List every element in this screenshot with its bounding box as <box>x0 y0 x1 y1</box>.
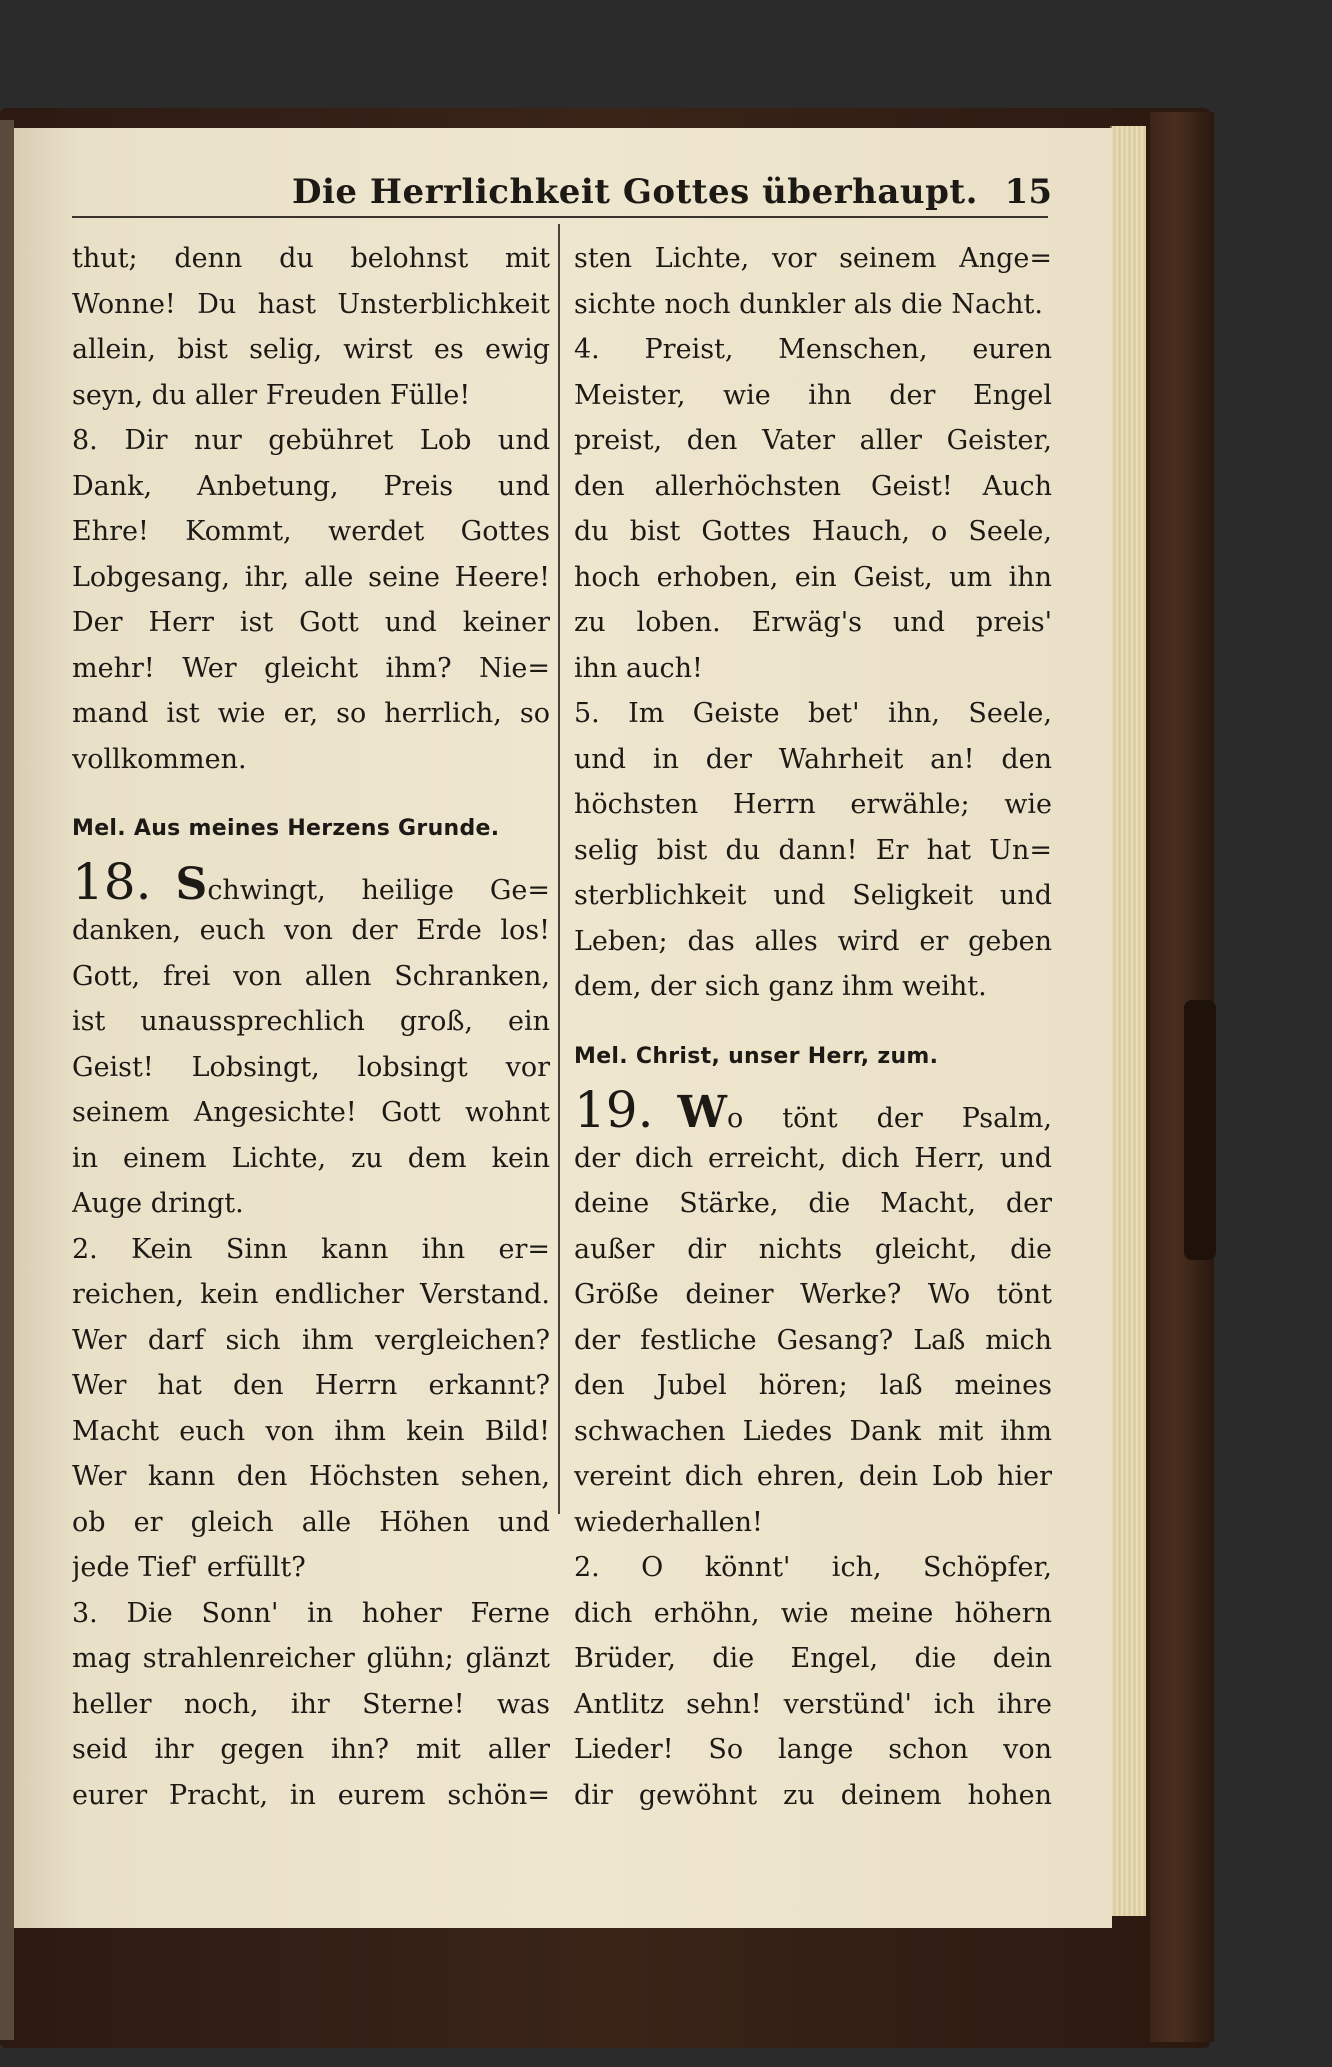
left-hymn-line: Macht euch von ihm kein Bild! <box>72 1415 550 1447</box>
left-hymn-line: 3. Die Sonn' in hoher Ferne <box>72 1597 550 1629</box>
right-hymn-line: Brüder, die Engel, die dein <box>574 1643 1052 1674</box>
right-hymn-line: Lieder! So lange schon von <box>574 1734 1052 1765</box>
right-line: 5. Im Geiste bet' ihn, Seele, <box>574 698 1052 729</box>
right-hymn-line: dir gewöhnt zu deinem hohen <box>574 1779 1052 1811</box>
left-hymn-line: Geist! Lobsingt, lobsingt vor <box>72 1051 550 1083</box>
right-hymn-dropcap: W <box>677 1086 727 1136</box>
left-line: Lobgesang, ihr, alle seine Heere! <box>72 561 550 593</box>
left-hymn-line: danken, euch von der Erde los! <box>72 915 550 946</box>
right-line: den allerhöchsten Geist! Auch <box>574 470 1052 502</box>
right-hymn-line: Größe deiner Werke? Wo tönt <box>574 1279 1052 1310</box>
right-line: preist, den Vater aller Geister, <box>574 425 1052 456</box>
left-line: allein, bist selig, wirst es ewig <box>72 334 550 365</box>
left-line: 8. Dir nur gebühret Lob und <box>72 425 550 456</box>
left-hymn-line: 2. Kein Sinn kann ihn er= <box>72 1233 550 1265</box>
left-hymn-line: ist unaussprechlich groß, ein <box>72 1006 550 1037</box>
left-column <box>72 236 550 1818</box>
book-page <box>14 128 1112 1928</box>
running-title: Die Herrlichkeit Gottes überhaupt. <box>292 172 978 212</box>
left-line: thut; denn du belohnst mit <box>72 243 550 274</box>
right-column <box>574 236 1052 1818</box>
right-hymn-line: den Jubel hören; laß meines <box>574 1370 1052 1401</box>
right-hymn-line: deine Stärke, die Macht, der <box>574 1188 1052 1219</box>
left-hymn-line: Wer kann den Höchsten sehen, <box>72 1461 550 1492</box>
left-hymn-line: eurer Pracht, in eurem schön= <box>72 1779 550 1811</box>
right-hymn-line: der festliche Gesang? Laß mich <box>574 1324 1052 1356</box>
right-line: sichte noch dunkler als die Nacht. <box>574 288 1043 320</box>
column-divider <box>558 224 560 1514</box>
right-line: höchsten Herrn erwähle; wie <box>574 789 1052 820</box>
right-line: du bist Gottes Hauch, o Seele, <box>574 516 1052 547</box>
right-hymn-line: Antlitz sehn! verstünd' ich ihre <box>574 1688 1052 1720</box>
right-hymn-number: 19. <box>574 1080 654 1136</box>
right-line: Leben; das alles wird er geben <box>574 925 1052 957</box>
right-line: ihn auch! <box>574 652 703 684</box>
left-line: Wonne! Du hast Unsterblichkeit <box>72 288 550 320</box>
left-melody-line: Mel. Aus meines Herzens Grunde. <box>72 816 500 841</box>
right-line: dem, der sich ganz ihm weiht. <box>574 971 987 1002</box>
left-hymn-first-text: chwingt, heilige Ge= <box>207 875 550 906</box>
page-edges <box>1110 126 1146 1916</box>
left-hymn-first-line <box>72 852 550 908</box>
right-melody-line: Mel. Christ, unser Herr, zum. <box>574 1043 939 1069</box>
page-number: 15 <box>1004 172 1052 212</box>
right-hymn-line: schwachen Liedes Dank mit ihm <box>574 1415 1052 1447</box>
right-hymn-first-text: o tönt der Psalm, <box>726 1102 1052 1134</box>
right-line: selig bist du dann! Er hat Un= <box>574 834 1052 866</box>
left-hymn-line: in einem Lichte, zu dem kein <box>72 1142 550 1174</box>
left-hymn-dropcap: S <box>175 859 208 908</box>
right-line: sten Lichte, vor seinem Ange= <box>574 243 1052 274</box>
left-hymn-line: seid ihr gegen ihn? mit aller <box>72 1734 550 1765</box>
left-line: Dank, Anbetung, Preis und <box>72 470 550 502</box>
right-hymn-line: dich erhöhn, wie meine höhern <box>574 1597 1052 1629</box>
running-header <box>72 160 1052 220</box>
book-clasp <box>1184 1000 1216 1260</box>
left-hymn-line: ob er gleich alle Höhen und <box>72 1506 550 1538</box>
left-line: mehr! Wer gleicht ihm? Nie= <box>72 652 550 684</box>
right-line: zu loben. Erwäg's und preis' <box>574 607 1052 638</box>
left-hymn-line: Auge dringt. <box>72 1188 244 1219</box>
left-page-edge <box>0 120 14 2040</box>
right-hymn-line: 2. O könnt' ich, Schöpfer, <box>574 1552 1052 1583</box>
left-hymn-line: mag strahlenreicher glühn; glänzt <box>72 1643 550 1674</box>
left-line: vollkommen. <box>72 743 247 775</box>
left-line: Der Herr ist Gott und keiner <box>72 607 550 638</box>
right-line: Meister, wie ihn der Engel <box>574 379 1052 411</box>
right-hymn-first-line <box>574 1080 1052 1136</box>
right-line: und in der Wahrheit an! den <box>574 743 1052 775</box>
right-hymn-line: der dich erreicht, dich Herr, und <box>574 1142 1052 1174</box>
left-hymn-line: Gott, frei von allen Schranken, <box>72 960 550 992</box>
left-hymn-line: Wer hat den Herrn erkannt? <box>72 1370 550 1401</box>
left-line: Ehre! Kommt, werdet Gottes <box>72 516 550 547</box>
left-hymn-number: 18. <box>72 853 152 908</box>
left-hymn-line: heller noch, ihr Sterne! was <box>72 1688 550 1720</box>
right-line: hoch erhoben, ein Geist, um ihn <box>574 561 1052 593</box>
left-line: mand ist wie er, so herrlich, so <box>72 698 550 729</box>
right-line: 4. Preist, Menschen, euren <box>574 334 1052 365</box>
left-line: seyn, du aller Freuden Fülle! <box>72 379 471 411</box>
left-hymn-line: jede Tief' erfüllt? <box>72 1552 306 1583</box>
right-line: sterblichkeit und Seligkeit und <box>574 880 1052 911</box>
right-hymn-line: wiederhallen! <box>574 1506 763 1538</box>
left-hymn-line: Wer darf sich ihm vergleichen? <box>72 1324 550 1356</box>
right-hymn-line: außer dir nichts gleicht, die <box>574 1233 1052 1265</box>
left-hymn-line: seinem Angesichte! Gott wohnt <box>72 1097 550 1128</box>
header-rule <box>72 216 1048 218</box>
right-hymn-line: vereint dich ehren, dein Lob hier <box>574 1461 1052 1492</box>
left-hymn-line: reichen, kein endlicher Verstand. <box>72 1279 550 1310</box>
